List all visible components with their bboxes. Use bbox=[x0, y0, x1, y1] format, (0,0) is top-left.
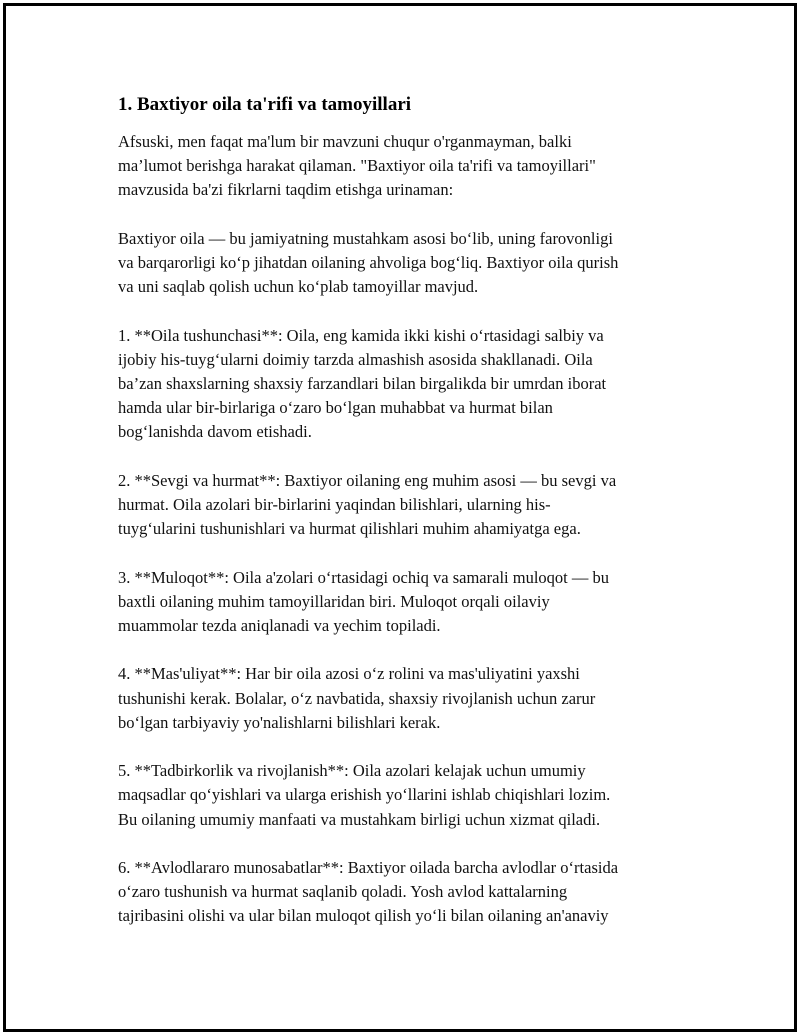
text-line: tushunishi kerak. Bolalar, o‘z navbatida, shaxsiy rivojlanish uchun zarur bbox=[118, 688, 596, 708]
text-line: o‘zaro tushunish va hurmat saqlanib qoladi. Yosh avlod kattalarning bbox=[118, 882, 568, 902]
paragraph-item-3 bbox=[118, 566, 688, 639]
text-line: 1. **Oila tushunchasi**: Oila, eng kamida ikki kishi o‘rtasidagi salbiy va bbox=[118, 325, 604, 345]
text-line: ijobiy his-tuyg‘ularni doimiy tarzda almashish asosida shakllanadi. Oila bbox=[118, 349, 593, 369]
text-line: ba’zan shaxslarning shaxsiy farzandlari bilan birgalikda bir umrdan iborat bbox=[118, 374, 607, 393]
paragraph-item-4 bbox=[118, 662, 688, 735]
text-line: baxtli oilaning muhim tamoyillaridan biri. Muloqot orqali oilaviy bbox=[118, 591, 550, 611]
paragraph-item-6 bbox=[118, 856, 688, 929]
paragraph-item-5 bbox=[118, 759, 688, 832]
text-line: bo‘lgan tarbiyaviy yo'nalishlarni bilishlari kerak. bbox=[118, 712, 441, 732]
text-line: 4. **Mas'uliyat**: Har bir oila azosi o‘z rolini va mas'uliyatini yaxshi bbox=[118, 664, 580, 684]
text-line: maqsadlar qo‘yishlari va ularga erishish yo‘llarini ishlab chiqishlari lozim. bbox=[118, 785, 611, 805]
text-line: mavzusida ba'zi fikrlarni taqdim etishga urinaman: bbox=[118, 180, 454, 200]
text-line: tuyg‘ularini tushunishlari va hurmat qilishlari muhim ahamiyatga ega. bbox=[118, 519, 581, 539]
text-line: 6. **Avlodlararo munosabatlar**: Baxtiyor oilada barcha avlodlar o‘rtasida bbox=[118, 857, 619, 877]
text-line: 5. **Tadbirkorlik va rivojlanish**: Oila azolari kelajak uchun umumiy bbox=[118, 761, 586, 781]
text-line: tajribasini olishi va ular bilan muloqot qilish yo‘li bilan oilaning an'anaviy bbox=[118, 906, 609, 926]
text-line: Baxtiyor oila — bu jamiyatning mustahkam asosi bo‘lib, uning farovonligi bbox=[118, 228, 613, 248]
paragraph-item-2 bbox=[118, 469, 688, 542]
text-line: 2. **Sevgi va hurmat**: Baxtiyor oilaning eng muhim asosi — bu sevgi va bbox=[118, 470, 617, 490]
paragraph-definition bbox=[118, 227, 688, 300]
text-line: Afsuski, men faqat ma'lum bir mavzuni chuqur o'rganmayman, balki bbox=[118, 132, 572, 151]
text-line: ma’lumot berishga harakat qilaman. "Baxtiyor oila ta'rifi va tamoyillari" bbox=[118, 156, 596, 176]
paragraph-item-1 bbox=[118, 324, 688, 445]
text-line: Bu oilaning umumiy manfaati va mustahkam birligi uchun xizmat qiladi. bbox=[118, 809, 601, 829]
document-body bbox=[118, 92, 688, 953]
paragraph-intro bbox=[118, 130, 688, 203]
text-line: va uni saqlab qolish uchun ko‘plab tamoyillar mavjud. bbox=[118, 277, 479, 297]
text-line: hurmat. Oila azolari bir-birlarini yaqindan bilishlari, ularning his- bbox=[118, 495, 551, 514]
text-line: muammolar tezda aniqlanadi va yechim topiladi. bbox=[118, 616, 441, 635]
text-line: va barqarorligi ko‘p jihatdan oilaning ahvoliga bog‘liq. Baxtiyor oila qurish bbox=[118, 253, 619, 272]
text-line: hamda ular bir-birlariga o‘zaro bo‘lgan muhabbat va hurmat bilan bbox=[118, 398, 553, 418]
document-title: 1. Baxtiyor oila ta'rifi va tamoyillari bbox=[118, 94, 412, 115]
text-line: bog‘lanishda davom etishadi. bbox=[118, 422, 312, 442]
text-line: 3. **Muloqot**: Oila a'zolari o‘rtasidagi ochiq va samarali muloqot — bu bbox=[118, 567, 609, 587]
